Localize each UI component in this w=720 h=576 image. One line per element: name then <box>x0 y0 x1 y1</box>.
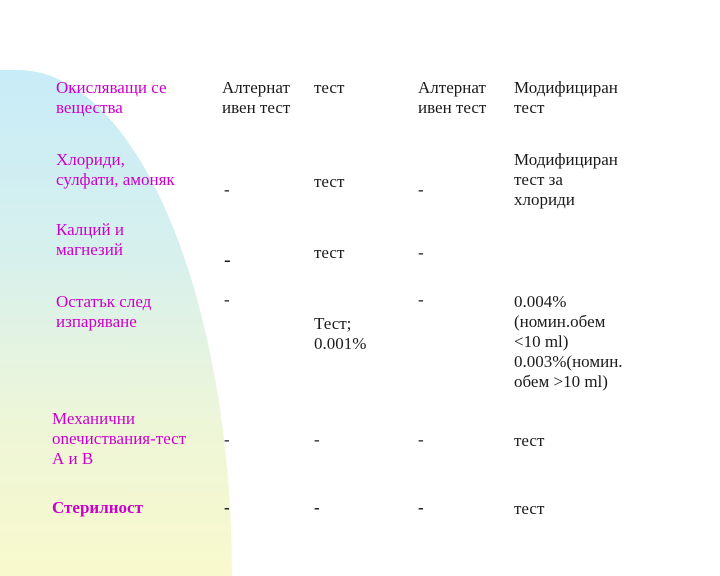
row3-col1: - <box>224 290 230 309</box>
row-label-chlorides: Хлориди, сулфати, амоняк <box>56 150 175 189</box>
header-col1: Алтернат ивен тест <box>222 78 291 117</box>
row-label-residue: Остатък след изпаряване <box>56 292 152 331</box>
row-label-sterility: Стерилност <box>52 498 143 517</box>
row5-col4: тест <box>514 499 545 518</box>
row4-col1: - <box>224 430 230 449</box>
row1-col3: - <box>418 180 424 199</box>
row3-col4: 0.004% (номин.обем <10 ml) 0.003%(номин. обем >10 ml) <box>514 292 623 391</box>
row1-col1: - <box>224 180 230 199</box>
row-label-calcium: Калций и магнезий <box>56 220 124 259</box>
row4-col3: - <box>418 430 424 449</box>
row5-col2: - <box>314 498 320 517</box>
row3-col2: Тест; 0.001% <box>314 314 367 353</box>
header-col3: Алтернат ивен тест <box>418 78 487 117</box>
row2-col3: - <box>418 243 424 262</box>
row1-col2: тест <box>314 172 345 191</box>
header-label: Окисляващи се вещества <box>56 78 167 117</box>
row-label-mechanical: Механични оnечиствания-тест А и В <box>52 409 187 468</box>
row5-col1: - <box>224 498 230 517</box>
header-col4: Модифициран тест <box>514 78 618 117</box>
row4-col4: тест <box>514 431 545 450</box>
header-col2: тест <box>314 78 345 97</box>
row2-col2: тест <box>314 243 345 262</box>
row5-col3: - <box>418 498 424 517</box>
row1-col4: Модифициран тест за хлориди <box>514 150 618 209</box>
row4-col2: - <box>314 430 320 449</box>
row2-col1: - <box>224 249 231 271</box>
row3-col3: - <box>418 290 424 309</box>
